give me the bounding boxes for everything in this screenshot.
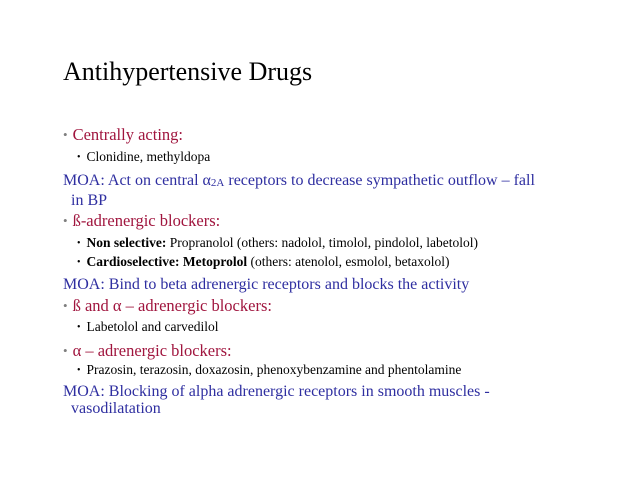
moa1-line2: in BP: [71, 192, 108, 209]
clonidine-text: Clonidine, methyldopa: [86, 149, 211, 164]
slide-title: Antihypertensive Drugs: [63, 57, 313, 86]
non-selective-text: Propranolol (others: nadolol, timolol, pindolol, labetolol): [166, 235, 478, 250]
moa1-pre-text: MOA: Act on central α: [63, 172, 211, 189]
centrally-acting-text: Centrally acting:: [72, 125, 183, 144]
labetolol-text: Labetolol and carvedilol: [86, 319, 219, 334]
cardioselective-text: (others: atenolol, esmolol, betaxolol): [247, 254, 450, 269]
bullet-marker: •: [63, 127, 68, 142]
bullet-marker: •: [63, 213, 68, 228]
bullet-alpha-blockers: [63, 341, 232, 361]
moa3-line2: vasodilatation: [71, 400, 161, 417]
sub-bullet-prazosin: [77, 362, 461, 378]
moa-central-alpha: [63, 172, 535, 209]
alpha-blockers-text: α – adrenergic blockers:: [72, 341, 232, 360]
prazosin-text: Prazosin, terazosin, doxazosin, phenoxybenzamine and phentolamine: [86, 362, 462, 377]
sub-bullet-marker: •: [77, 322, 81, 333]
moa-alpha-receptors: [63, 383, 490, 417]
sub-bullet-marker: •: [77, 152, 81, 163]
beta-alpha-blockers-text: ß and α – adrenergic blockers:: [72, 296, 272, 315]
sub-bullet-marker: •: [77, 365, 81, 376]
bullet-beta-alpha-blockers: [63, 296, 272, 316]
sub-bullet-cardioselective: [77, 254, 450, 270]
moa1-subscript: 2A: [210, 177, 225, 189]
moa-beta-receptors: MOA: Bind to beta adrenergic receptors and blocks the activity: [63, 276, 470, 293]
moa1-post-text: receptors to decrease sympathetic outflow – fall: [224, 172, 535, 189]
sub-bullet-non-selective: [77, 235, 478, 251]
sub-bullet-marker: •: [77, 238, 81, 249]
sub-bullet-labetolol: [77, 319, 218, 335]
sub-bullet-clonidine: [77, 149, 210, 165]
cardioselective-label: Cardioselective: Metoprolol: [86, 254, 248, 269]
beta-blockers-text: ß-adrenergic blockers:: [72, 211, 221, 230]
bullet-marker: •: [63, 298, 68, 313]
bullet-marker: •: [63, 343, 68, 358]
bullet-beta-blockers: [63, 211, 220, 231]
sub-bullet-marker: •: [77, 257, 81, 268]
moa3-line1: MOA: Blocking of alpha adrenergic receptors in smooth muscles -: [63, 383, 490, 400]
non-selective-label: Non selective:: [86, 235, 167, 250]
bullet-centrally-acting: [63, 125, 183, 145]
